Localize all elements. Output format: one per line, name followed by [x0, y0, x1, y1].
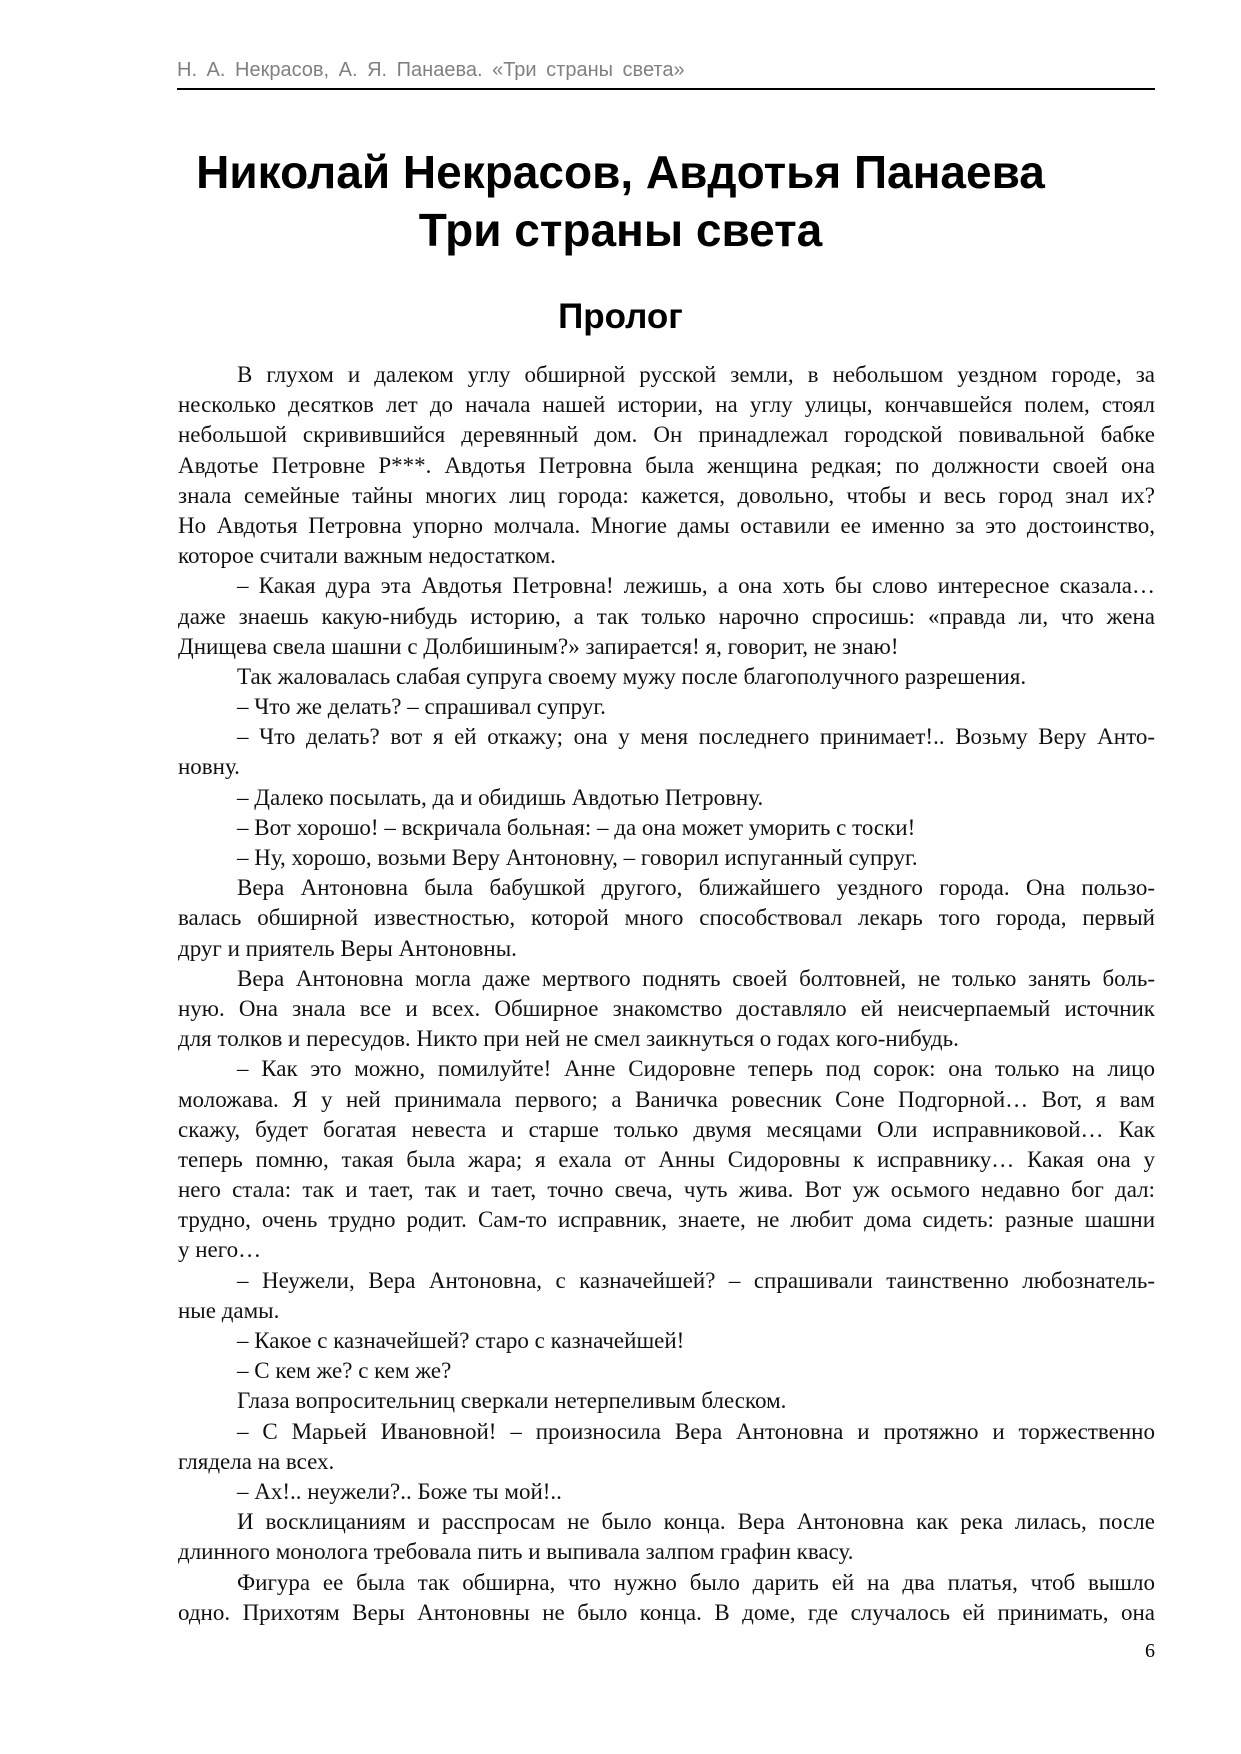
- paragraph: [178, 571, 1155, 662]
- text-line: друг и приятель Веры Антоновны.: [178, 935, 517, 961]
- text-line: – Ах!.. неужели?.. Боже ты мой!..: [237, 1478, 562, 1504]
- text-line: знала семейные тайны многих лиц города: кажется, довольно, чтобы и весь город знал их?: [178, 482, 1155, 508]
- text-line: – Неужели, Вера Антоновна, с казначейшей? – спрашивали таинственно любознатель-: [237, 1267, 1155, 1293]
- text-line: В глухом и далеком углу обширной русской земли, в небольшом уездном городе, за: [237, 362, 1155, 387]
- paragraph: [178, 692, 1155, 722]
- text-line: – С Марьей Ивановной! – произносила Вера Антоновна и протяжно и торжественно: [237, 1418, 1155, 1444]
- text-line: даже знаешь какую-нибудь историю, а так только нарочно спросишь: «правда ли, что жена: [178, 603, 1155, 629]
- paragraph: [178, 843, 1155, 873]
- paragraph: [178, 360, 1155, 571]
- text-line: – Что же делать? – спрашивал супруг.: [237, 694, 606, 720]
- paragraph: [178, 662, 1155, 692]
- text-line: Вера Антоновна могла даже мертвого поднять своей болтовней, не только занять боль-: [237, 965, 1155, 991]
- text-line: – Далеко посылать, да и обидишь Авдотью Петровну.: [237, 784, 764, 810]
- text-line: длинного монолога требовала пить и выпивала залпом графин квасу.: [178, 1539, 854, 1565]
- text-line: небольшой скривившийся деревянный дом. Он принадлежал городской повивальной бабке: [178, 422, 1155, 448]
- text-line: новну.: [178, 754, 240, 780]
- text-line: – Ну, хорошо, возьми Веру Антоновну, – говорил испуганный супруг.: [237, 845, 918, 870]
- paragraph: [178, 722, 1155, 782]
- paragraph: [178, 873, 1155, 964]
- text-line: теперь помню, такая была жара; я ехала от Анны Сидоровны к исправнику… Какая она у: [178, 1146, 1155, 1172]
- book-title: [0, 143, 1241, 259]
- paragraph: [178, 813, 1155, 843]
- paragraph: [178, 1356, 1155, 1386]
- running-head: Н. А. Некрасов, А. Я. Панаева. «Три страны света»: [177, 59, 685, 81]
- text-line: Вера Антоновна была бабушкой другого, ближайшего уездного города. Она пользо-: [237, 875, 1155, 901]
- text-line: ные дамы.: [178, 1297, 280, 1323]
- paragraph: [178, 1507, 1155, 1567]
- paragraph: [178, 1266, 1155, 1326]
- body-text: [178, 360, 1155, 1628]
- paragraph: [178, 1568, 1155, 1628]
- text-line: Глаза вопросительниц сверкали нетерпеливым блеском.: [237, 1388, 787, 1414]
- text-line: Авдотье Петровне Р***. Авдотья Петровна была женщина редкая; по должности своей она: [178, 452, 1155, 478]
- paragraph: [178, 1477, 1155, 1507]
- page-number: 6: [1145, 1640, 1155, 1662]
- text-line: одно. Прихотям Веры Антоновны не было конца. В доме, где случалось ей принимать, она: [178, 1599, 1155, 1625]
- text-line: несколько десятков лет до начала нашей истории, на углу улицы, кончавшейся полем, стоял: [178, 392, 1155, 418]
- text-line: для толков и пересудов. Никто при ней не смел заикнуться о годах кого-нибудь.: [178, 1026, 959, 1052]
- text-line: – Какое с казначейшей? старо с казначейшей!: [237, 1328, 685, 1353]
- text-line: И восклицаниям и расспросам не было конца. Вера Антоновна как река лилась, после: [237, 1509, 1155, 1535]
- book-title-authors: Николай Некрасов, Авдотья Панаева: [196, 146, 1045, 198]
- paragraph: [178, 783, 1155, 813]
- paragraph: [178, 1417, 1155, 1477]
- text-line: скажу, будет богатая невеста и старше только двумя месяцами Оли исправниковой… Как: [178, 1116, 1155, 1142]
- text-line: глядела на всех.: [178, 1448, 335, 1474]
- text-line: валась обширной известностью, которой много способствовал лекарь того города, первый: [178, 905, 1155, 931]
- paragraph: [178, 964, 1155, 1055]
- text-line: у него…: [178, 1237, 262, 1263]
- text-line: Днищева свела шашни с Долбишиным?» запирается! я, говорит, не знаю!: [178, 633, 899, 659]
- text-line: – С кем же? с кем же?: [237, 1358, 452, 1384]
- paragraph: [178, 1386, 1155, 1416]
- chapter-heading: Пролог: [558, 297, 683, 336]
- text-line: – Что делать? вот я ей откажу; она у меня последнего принимает!.. Возьму Веру Анто-: [237, 724, 1155, 750]
- text-line: трудно, очень трудно родит. Сам-то исправник, знаете, не любит дома сидеть: разные шашни: [178, 1207, 1155, 1233]
- text-line: моложава. Я у ней принимала первого; а Ваничка ровесник Соне Подгорной… Вот, я вам: [178, 1086, 1155, 1112]
- text-line: – Какая дура эта Авдотья Петровна! лежишь, а она хоть бы слово интересное сказала…: [237, 573, 1155, 599]
- text-line: – Как это можно, помилуйте! Анне Сидоровне теперь под сорок: она только на лицо: [237, 1056, 1155, 1082]
- text-line: Фигура ее была так обширна, что нужно было дарить ей на два платья, чтоб вышло: [237, 1569, 1155, 1595]
- paragraph: [178, 1054, 1155, 1265]
- text-line: которое считали важным недостатком.: [178, 543, 556, 569]
- book-title-name: Три страны света: [418, 204, 823, 256]
- text-line: ную. Она знала все и всех. Обширное знакомство доставляло ей неисчерпаемый источник: [178, 995, 1155, 1021]
- paragraph: [178, 1326, 1155, 1356]
- text-line: Но Авдотья Петровна упорно молчала. Многие дамы оставили ее именно за это достоинство,: [178, 512, 1155, 538]
- header-rule: [177, 88, 1155, 90]
- text-line: – Вот хорошо! – вскричала больная: – да она может уморить с тоски!: [237, 814, 916, 840]
- text-line: него стала: так и тает, так и тает, точно свеча, чуть жива. Вот уж осьмого недавно бог дал:: [178, 1177, 1155, 1203]
- text-line: Так жаловалась слабая супруга своему мужу после благополучного разрешения.: [237, 663, 1027, 689]
